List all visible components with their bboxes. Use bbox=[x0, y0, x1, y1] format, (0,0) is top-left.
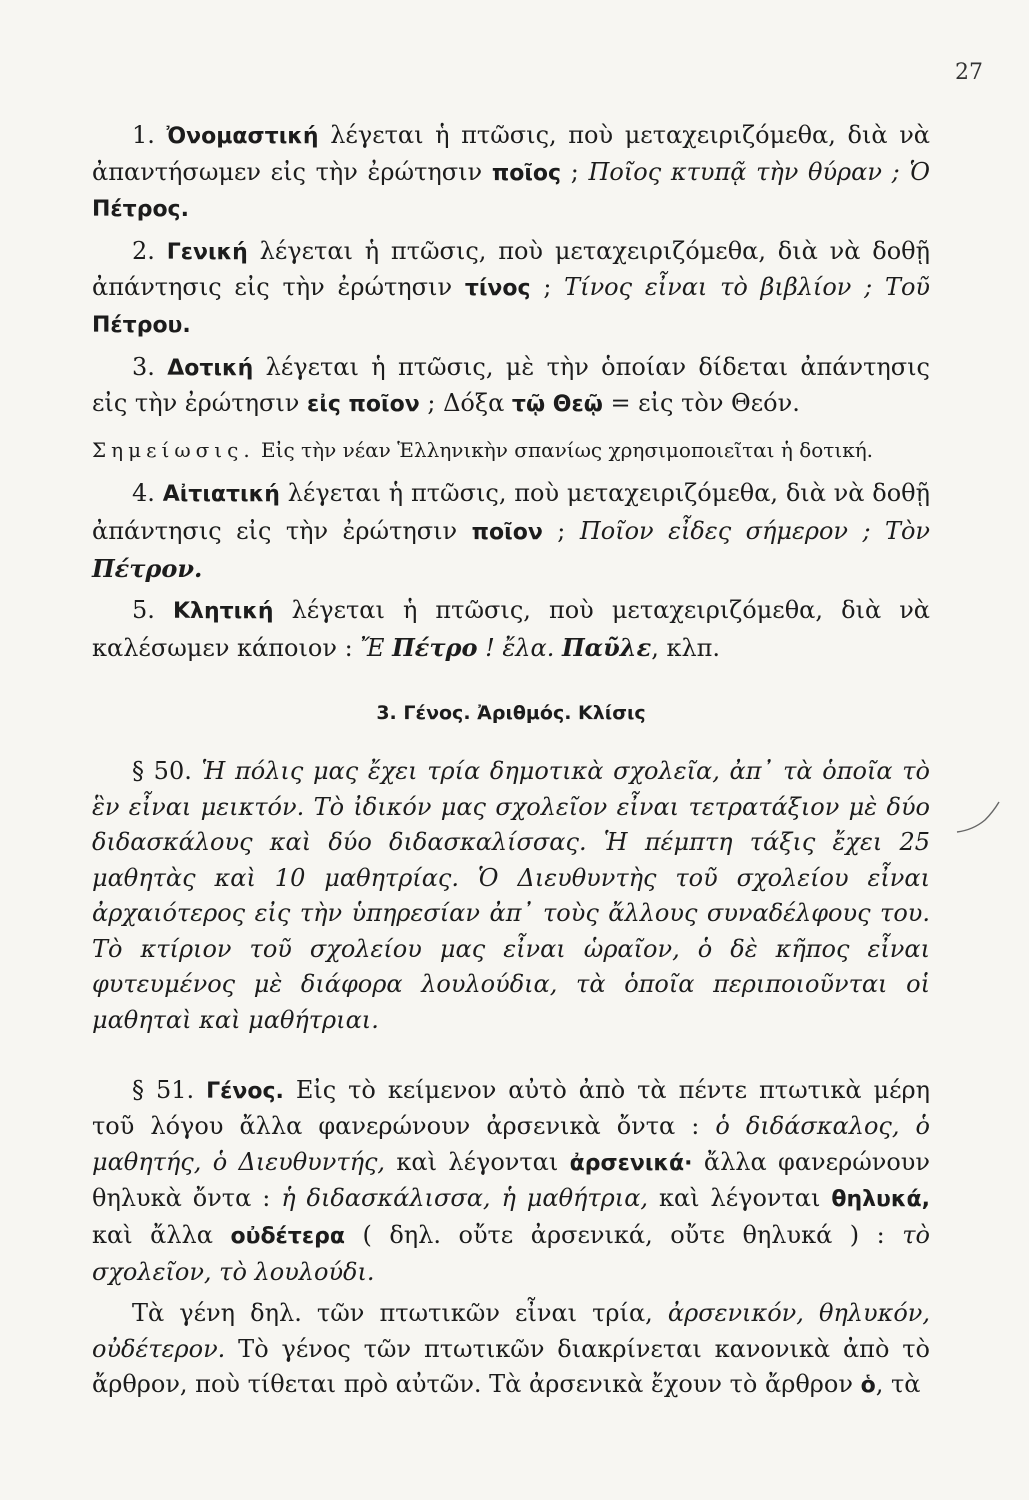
case-accusative bbox=[92, 476, 930, 587]
case-question: ποῖος bbox=[491, 160, 562, 186]
case-answer: Παῦλε bbox=[561, 632, 652, 662]
case-term: Κλητική bbox=[172, 599, 274, 625]
paragraph-number: § 51. bbox=[132, 1075, 195, 1104]
case-definition: λέγεται ἡ πτῶσις, μὲ τὴν ὁποίαν δίδεται ἀπάντησις εἰς τὴν ἐρώτησιν bbox=[92, 352, 930, 418]
term-masculine: ἀρσενικά· bbox=[569, 1150, 693, 1176]
gender-list: ἀρσενικόν, θηλυκόν, οὐδέτερον. bbox=[92, 1299, 930, 1363]
paragraph-text: καὶ ἄλλα bbox=[92, 1221, 231, 1250]
punctuation: ; bbox=[530, 273, 565, 302]
term-neuter: οὐδέτερα bbox=[230, 1224, 345, 1250]
paragraph-number: § 50. bbox=[132, 756, 192, 785]
paragraph-text: ( δηλ. οὔτε ἀρσενικά, οὔτε θηλυκά ) : bbox=[344, 1221, 903, 1250]
item-number: 2. bbox=[132, 236, 167, 265]
case-nominative bbox=[92, 118, 930, 228]
case-definition: λέγεται ἡ πτῶσις, ποὺ μεταχειριζόμεθα, διὰ νὰ δοθῇ ἀπάντησις εἰς τὴν ἐρώτησιν bbox=[92, 236, 930, 302]
case-term: Ὀνομαστική bbox=[166, 124, 319, 149]
case-answer: Πέτρο bbox=[392, 632, 478, 662]
case-dative bbox=[92, 350, 930, 423]
case-example-text: = εἰς τὸν Θεόν. bbox=[602, 389, 800, 418]
item-number: 1. bbox=[132, 121, 167, 149]
item-number: 3. bbox=[132, 352, 168, 381]
paragraph-text: Τὰ γένη δηλ. τῶν πτωτικῶν εἶναι τρία, bbox=[132, 1299, 668, 1328]
item-number: 4. bbox=[132, 479, 163, 508]
case-example: ! ἔλα. bbox=[477, 633, 562, 662]
case-definition: λέγεται ἡ πτῶσις, ποὺ μεταχειριζόμεθα, διὰ νὰ καλέσωμεν κάποιον : bbox=[92, 596, 931, 662]
case-answer: Πέτρου. bbox=[92, 312, 191, 338]
case-vocative bbox=[92, 593, 930, 666]
example-feminine: ἡ διδασκάλισσα, ἡ μαθήτρια, bbox=[281, 1184, 649, 1213]
case-term: Αἰτιατική bbox=[162, 482, 280, 508]
paragraph-51 bbox=[92, 1073, 930, 1291]
case-question: εἰς ποῖον bbox=[307, 392, 420, 418]
case-question: τίνος bbox=[464, 276, 531, 302]
paragraph-text: , τὰ bbox=[875, 1370, 921, 1399]
item-number: 5. bbox=[132, 596, 173, 625]
article-masculine: ὁ bbox=[860, 1373, 876, 1399]
paragraph-text: καὶ λέγονται bbox=[385, 1147, 570, 1176]
case-example: Τίνος εἶναι τὸ βιβλίον ; Τοῦ bbox=[564, 273, 931, 302]
case-example-text: , κλπ. bbox=[651, 633, 721, 662]
example-neuter: τὸ σχολεῖον, τὸ λουλούδι. bbox=[92, 1221, 930, 1286]
paragraph-genders bbox=[92, 1296, 930, 1404]
section-heading: 3. Γένος. Ἀριθμός. Κλίσις bbox=[376, 702, 646, 725]
case-definition: λέγεται ἡ πτῶσις, ποὺ μεταχειριζόμεθα, διὰ νὰ ἀπαντήσωμεν εἰς τὴν ἐρώτησιν bbox=[92, 121, 931, 186]
case-definition: λέγεται ἡ πτῶσις, ποὺ μεταχειριζόμεθα, διὰ νὰ δοθῇ ἀπάντησις εἰς τὴν ἐρώτησιν bbox=[92, 479, 930, 545]
case-answer: Πέτρος. bbox=[92, 197, 189, 223]
punctuation: ; bbox=[561, 157, 589, 186]
note bbox=[92, 433, 930, 469]
pencil-mark-icon bbox=[955, 800, 1003, 840]
note-label: Σημείωσις. bbox=[92, 437, 255, 462]
case-example: Ποῖος κτυπᾷ τὴν θύραν ; Ὁ bbox=[588, 157, 931, 186]
case-term: Γενική bbox=[166, 239, 248, 265]
case-answer: Πέτρον. bbox=[92, 553, 203, 583]
paragraph-text: ἄλλα φανερώνουν θηλυκὰ ὄντα : bbox=[92, 1147, 930, 1213]
paragraph-term: Γένος. bbox=[194, 1078, 284, 1104]
page-body bbox=[92, 118, 930, 1404]
case-example: Ποῖον εἶδες σήμερον ; Τὸν bbox=[579, 516, 931, 545]
paragraph-50 bbox=[92, 754, 930, 1039]
paragraph-text: Εἰς τὸ κείμενον αὐτὸ ἀπὸ τὰ πέντε πτωτικὰ μέρη τοῦ λόγου ἄλλα φανερώνουν ἀρσενικὰ ὄντα : bbox=[92, 1075, 931, 1141]
case-genitive bbox=[92, 234, 930, 344]
page-number: 27 bbox=[955, 60, 983, 85]
paragraph-text: Τὸ γένος τῶν πτωτικῶν διακρίνεται κανονικὰ ἀπὸ τὸ ἄρθρον, ποὺ τίθεται πρὸ αὐτῶν. Τὰ ἀρσενικὰ ἔχουν τὸ ἄρθρον bbox=[92, 1334, 930, 1399]
term-feminine: θηλυκά, bbox=[831, 1187, 930, 1213]
paragraph-text: Ἡ πόλις μας ἔχει τρία δημοτικὰ σχολεῖα, ἀπ᾽ τὰ ὁποῖα τὸ ἓν εἶναι μεικτόν. Τὸ ἰδικόν μας σχολεῖον εἶναι τετρατάξιον μὲ δύο διδασκάλους καὶ δύο διδασκαλίσσας. Ἡ πέμπτη τάξις ἔχει 25 μαθητὰς καὶ 10 μαθητρίας. Ὁ Διευθυντὴς τοῦ σχολείου εἶναι ἀρχαιότερος εἰς τὴν ὑπηρεσίαν ἀπ᾽ τοὺς ἄλλους συναδέλφους του. Τὸ κτίριον τοῦ σχολείου μας εἶναι ὡραῖον, ὁ δὲ κῆπος εἶναι φυτευμένος μὲ διάφορα λουλούδια, τὰ ὁποῖα περιποιοῦνται οἱ μαθηταὶ καὶ μαθήτριαι. bbox=[92, 756, 930, 1035]
paragraph-text: καὶ λέγονται bbox=[648, 1184, 832, 1213]
case-example-text: ; Δόξα bbox=[419, 389, 512, 418]
case-answer: τῷ Θεῷ bbox=[511, 392, 603, 418]
note-text: Εἰς τὴν νέαν Ἑλληνικὴν σπανίως χρησιμοποιεῖται ἡ δοτική. bbox=[254, 437, 874, 462]
punctuation: ; bbox=[542, 516, 580, 545]
case-example: Ἔ bbox=[360, 633, 393, 662]
case-term: Δοτική bbox=[167, 355, 254, 381]
example-masculine: ὁ διδάσκαλος, ὁ μαθητής, ὁ Διευθυντής, bbox=[92, 1112, 930, 1176]
case-question: ποῖον bbox=[471, 519, 543, 545]
